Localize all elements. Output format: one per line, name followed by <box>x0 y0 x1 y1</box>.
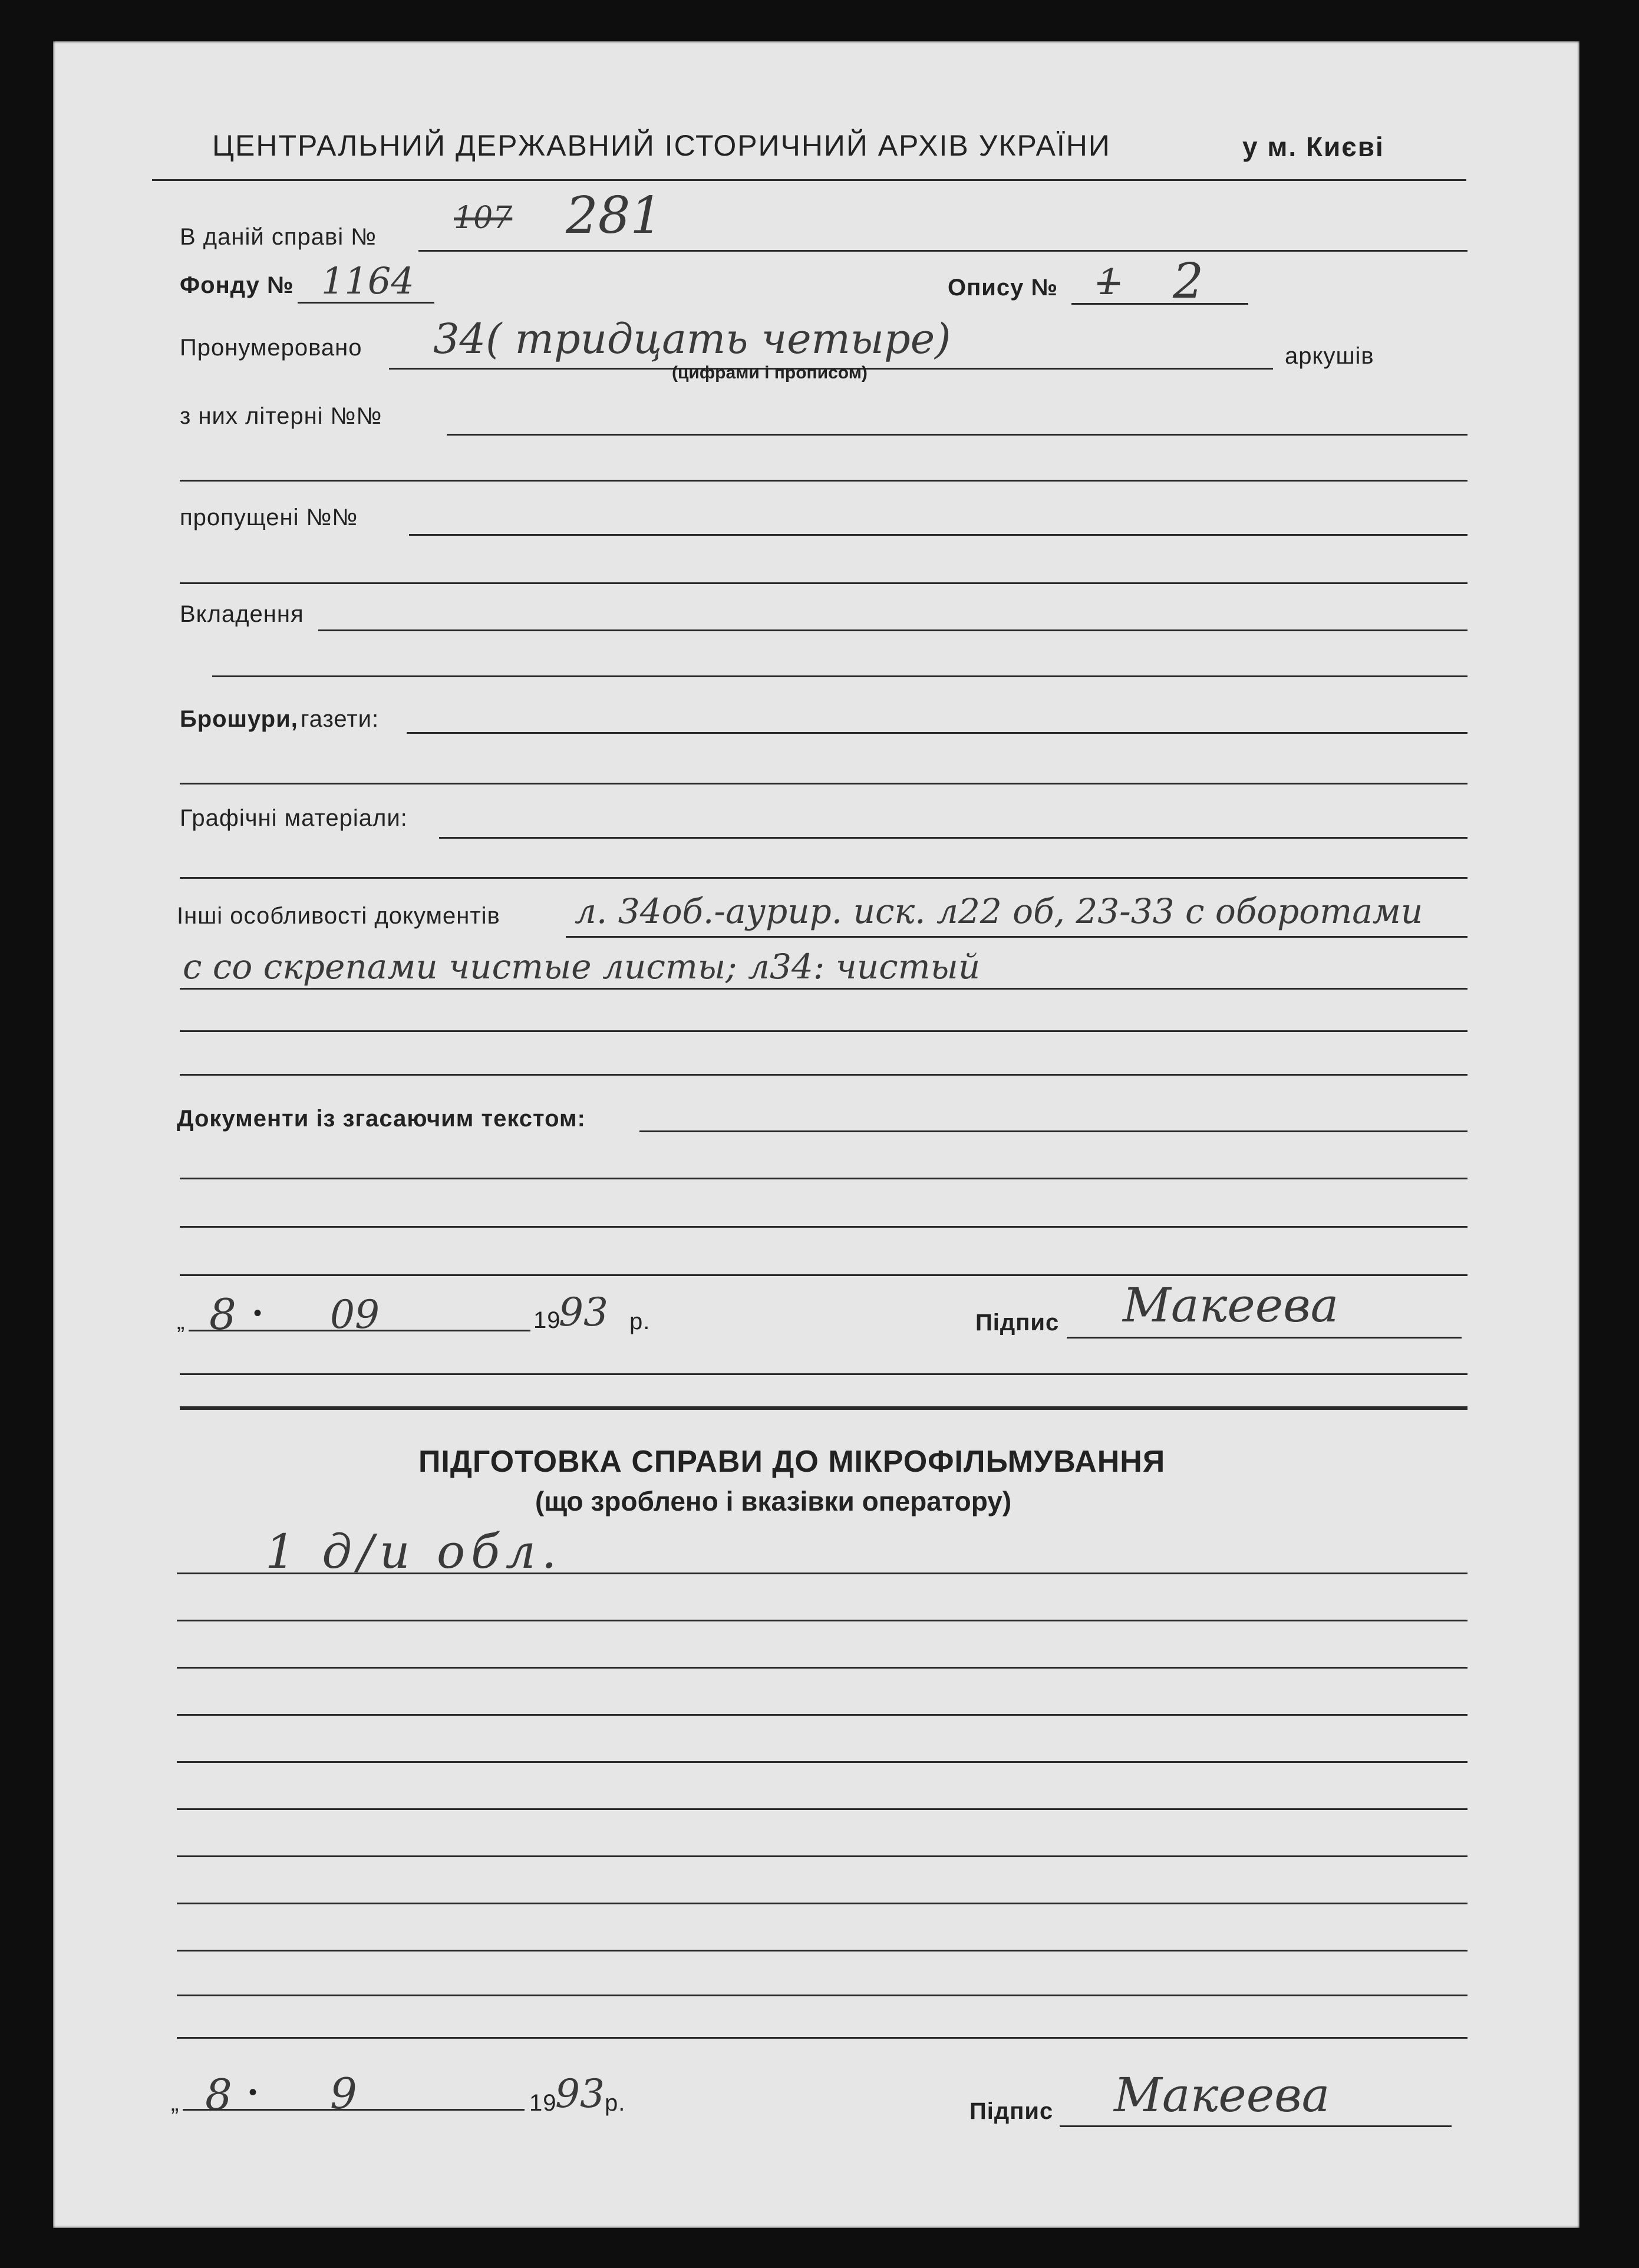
signature-2-label: Підпис <box>969 2098 1054 2124</box>
date-2-year-suffix: 93 <box>555 2071 605 2117</box>
other-features-line-3 <box>180 1030 1467 1032</box>
fond-value: 1164 <box>321 259 414 302</box>
opys-label: Опису № <box>948 275 1058 301</box>
date-2-day: 8 <box>205 2070 232 2119</box>
date-2-month: 9 <box>330 2069 357 2118</box>
other-features-label: Інші особливості документів <box>177 903 500 929</box>
graphic-materials-label: Графічні матеріали: <box>180 805 408 831</box>
date-1-year-label: р. <box>629 1308 651 1334</box>
letter-numbers-label: з них літерні №№ <box>180 403 382 429</box>
date-1-month: 09 <box>330 1292 380 1337</box>
sheets-label: аркушів <box>1285 343 1374 369</box>
attachments-label: Вкладення <box>180 601 304 627</box>
date-2-year-prefix: 19 <box>529 2090 557 2116</box>
case-number-struck: 107 <box>454 200 513 236</box>
archive-city: у м. Києві <box>1242 131 1384 162</box>
microfilm-line-7 <box>177 1855 1467 1857</box>
graphic-materials-line-2 <box>180 877 1467 879</box>
letter-numbers-line <box>447 434 1467 436</box>
newspapers-label: газети: <box>301 706 380 732</box>
other-features-value-2: с со скрепами чистые листы; л34: чистый <box>183 947 981 987</box>
signature-2-line <box>1060 2125 1452 2127</box>
numbered-hint: (цифрами і прописом) <box>672 363 868 383</box>
faded-text-line-4 <box>180 1274 1467 1276</box>
case-number-label: В даній справі № <box>180 224 377 250</box>
section-divider <box>180 1406 1467 1410</box>
opys-struck: 1 <box>1097 262 1120 303</box>
header-rule <box>152 179 1466 181</box>
faded-text-label: Документи із згасаючим текстом: <box>177 1106 586 1132</box>
microfilm-line-1 <box>177 1573 1467 1574</box>
microfilm-line-4 <box>177 1714 1467 1716</box>
numbered-label: Пронумеровано <box>180 335 362 361</box>
brochures-label: Брошури, <box>180 706 298 732</box>
microfilm-line-6 <box>177 1808 1467 1810</box>
date-1-day: 8 <box>209 1290 236 1339</box>
letter-numbers-line-2 <box>180 480 1467 482</box>
microfilm-line-2 <box>177 1620 1467 1621</box>
microfilm-note: 1 д/и обл. <box>265 1524 563 1579</box>
fond-label: Фонду № <box>180 272 294 298</box>
date-2-close-quote: • <box>249 2079 258 2105</box>
microfilm-line-11 <box>177 2037 1467 2039</box>
brochures-line <box>407 732 1467 734</box>
date-2-open-quote: „ <box>171 2090 180 2116</box>
signature-1-line <box>1067 1337 1462 1339</box>
signature-1-label: Підпис <box>975 1310 1060 1336</box>
microfilm-subtitle: (що зроблено і вказівки оператору) <box>535 1486 1012 1517</box>
faded-text-line-2 <box>180 1178 1467 1179</box>
brochures-line-2 <box>180 783 1467 784</box>
archive-name: ЦЕНТРАЛЬНИЙ ДЕРЖАВНИЙ ІСТОРИЧНИЙ АРХІВ УКРАЇНИ <box>212 129 1111 162</box>
date-1-year-prefix: 19 <box>533 1307 561 1333</box>
date-1-close-quote: • <box>253 1300 263 1326</box>
opys-value: 2 <box>1173 253 1204 309</box>
microfilm-title: ПІДГОТОВКА СПРАВИ ДО МІКРОФІЛЬМУВАННЯ <box>418 1445 1166 1479</box>
other-features-value-1: л. 34об.-аурир. иск. л22 об, 23-33 с оборотами <box>575 891 1423 931</box>
fond-line <box>298 302 434 304</box>
microfilm-line-9 <box>177 1950 1467 1951</box>
other-features-line <box>566 936 1467 938</box>
attachments-line <box>318 629 1467 631</box>
opys-line <box>1071 303 1248 305</box>
other-features-line-4 <box>180 1074 1467 1076</box>
microfilm-line-10 <box>177 1995 1467 1996</box>
faded-text-line-3 <box>180 1226 1467 1228</box>
signature-2: Макеева <box>1114 2068 1330 2122</box>
case-number-value: 281 <box>566 186 663 245</box>
signature-1-line-2 <box>180 1373 1467 1375</box>
date-1-year-suffix: 93 <box>559 1290 608 1335</box>
date-1-open-quote: „ <box>177 1308 186 1334</box>
attachments-line-2 <box>212 675 1467 677</box>
numbered-value: 34( тридцать четыре) <box>433 315 951 363</box>
skipped-line <box>409 534 1467 536</box>
skipped-label: пропущені №№ <box>180 505 358 530</box>
other-features-line-2 <box>180 988 1467 990</box>
graphic-materials-line <box>439 837 1467 839</box>
microfilm-line-3 <box>177 1667 1467 1669</box>
microfilm-line-5 <box>177 1761 1467 1763</box>
date-2-year-label: р. <box>605 2090 626 2116</box>
skipped-line-2 <box>180 582 1467 584</box>
faded-text-line <box>639 1130 1467 1132</box>
case-number-line <box>418 250 1467 252</box>
signature-1: Макеева <box>1123 1278 1339 1333</box>
microfilm-line-8 <box>177 1903 1467 1904</box>
